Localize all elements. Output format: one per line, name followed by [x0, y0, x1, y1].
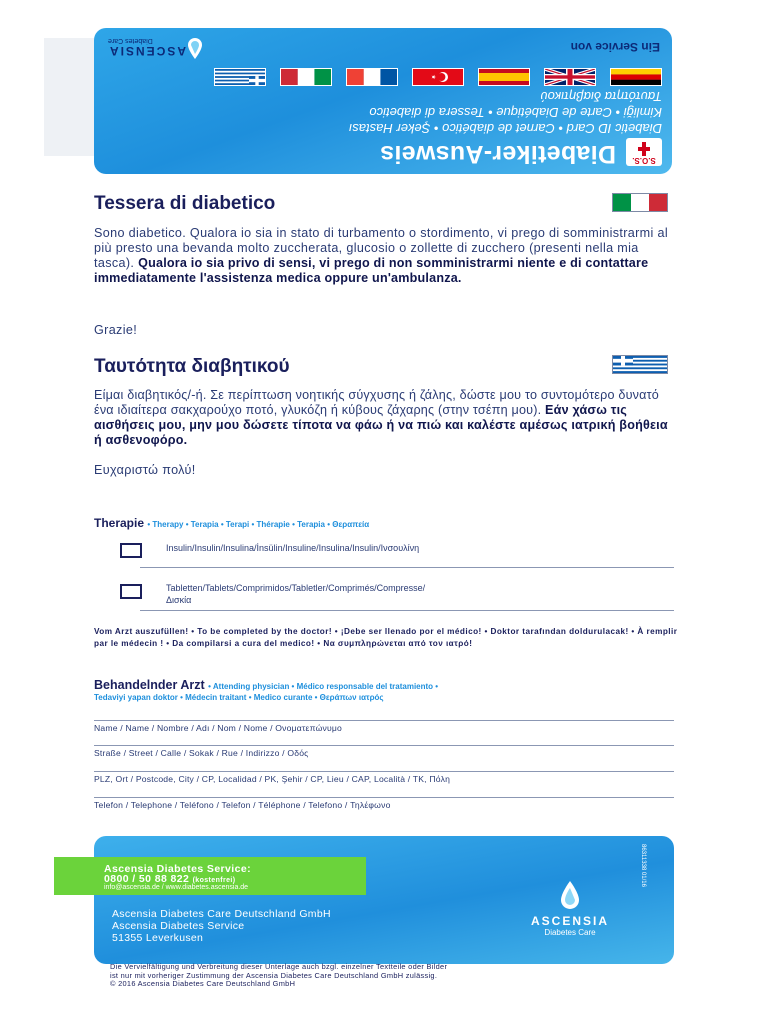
- address-line-1: Ascensia Diabetes Care Deutschland GmbH: [112, 908, 331, 920]
- legal-line-2: ist nur mit vorheriger Zustimmung der Ascensia Diabetes Care Deutschland GmbH zulässig.: [110, 970, 438, 980]
- italian-bold: Qualora io sia privo di sensi, vi prego di non somministrarmi niente e di contattare immediatamente l'assistenza medica oppure un'ambulanza.: [94, 256, 649, 285]
- france-flag-icon: [346, 68, 398, 86]
- service-contact-box: [54, 857, 366, 895]
- city-field[interactable]: PLZ, Ort / Postcode, City / CP, Localidad / PK, Şehir / CP, Lieu / CAP, Località / TK, Πόλη: [94, 774, 451, 784]
- flag-row: [214, 68, 662, 86]
- card-title: Diabetiker-Ausweis: [379, 140, 616, 168]
- phone-field[interactable]: Telefon / Telephone / Teléfono / Telefon / Téléphone / Telefono / Τηλέφωνο: [94, 800, 391, 810]
- italian-title: Tessera di diabetico: [94, 193, 276, 214]
- greece-flag-icon: [214, 68, 266, 86]
- italian-body: Sono diabetico. Qualora io sia in stato di turbamento o stordimento, vi prego di somministrarmi al più presto una bevanda molto zuccherata, glucosio o zollette di zucchero (presenti nella mia tasca).: [94, 226, 668, 270]
- ascensia-drop-icon: [558, 880, 582, 912]
- doctor-header: [94, 678, 438, 692]
- greek-body: Είμαι διαβητικός/-ή. Σε περίπτωση νοητικής σύγχυσης ή ζάλης, δώστε μου το συντομότερο δυνατό ένα ιδιαίτερα σακχαρούχο ποτό, γλυκόζη ή κύβους ζάχαρης (στην τσέπη μου).: [94, 388, 660, 417]
- italy-flag-icon: [280, 68, 332, 86]
- street-field[interactable]: Straße / Street / Calle / Sokak / Rue / Indirizzo / Οδός: [94, 748, 309, 758]
- doctor-note: Vom Arzt auszufüllen! • To be completed by the doctor! • ¡Debe ser llenado por el médico! • Doktor tarafından doldurulacak! • À remplir par le médecin ! • Da compilarsi a cura del medico! • Να συμπληρώνεται από τον ιατρό!: [94, 627, 678, 648]
- ascensia-drop-icon: [186, 36, 204, 60]
- brand-subtitle: Diabetes Care: [544, 928, 596, 937]
- greek-thanks: Ευχαριστώ πολύ!: [94, 463, 196, 477]
- doctor-subtitle-2: Tedaviyi yapan doktor • Médecin traitant • Medico curante • Θεράπων ιατρός: [94, 693, 384, 702]
- therapy-title: Therapie: [94, 516, 145, 530]
- insulin-checkbox[interactable]: [120, 543, 142, 558]
- city-line: [94, 771, 674, 772]
- doctor-subtitle-1: • Attending physician • Médico responsable del tratamiento •: [208, 682, 439, 691]
- company-address: [112, 908, 331, 944]
- italian-thanks: Grazie!: [94, 323, 138, 337]
- red-cross-icon: [638, 142, 650, 156]
- id-card-front: [94, 28, 672, 174]
- service-contact: info@ascensia.de / www.diabetes.ascensia.de: [104, 884, 249, 891]
- address-line-2: Ascensia Diabetes Service: [112, 920, 245, 932]
- greek-bold: Εάν χάσω τις αισθήσεις μου, μην μου δώσετε τίποτα να φάω ή να πιώ και καλέστε αμέσως ιατρική βοήθεια ή ασθενοφόρο.: [94, 403, 668, 447]
- service-title: Ascensia Diabetes Service:: [104, 863, 251, 875]
- card-subtitle-3: Ταυτότητα διαβητικού: [540, 89, 662, 104]
- greek-title: Ταυτότητα διαβητικού: [94, 356, 290, 377]
- tablets-label-greek: Δισκία: [166, 595, 192, 605]
- insulin-line: [140, 567, 674, 568]
- street-line: [94, 745, 674, 746]
- italy-flag-icon: [612, 193, 668, 212]
- brand-subtitle: Diabetes Care: [108, 37, 153, 44]
- card-subtitle-2: Kimliği • Carte de Diabétique • Tessera di diabetico: [369, 105, 662, 120]
- greek-text: [94, 388, 679, 448]
- sos-badge: [626, 138, 662, 166]
- tear-off-tab: [44, 38, 100, 156]
- turkey-flag-icon: [412, 68, 464, 86]
- italian-text: [94, 226, 679, 286]
- therapy-header: [94, 516, 369, 530]
- uk-flag-icon: [544, 68, 596, 86]
- phone-line: [94, 797, 674, 798]
- name-line: [94, 720, 674, 721]
- legal-line-1: Die Vervielfältigung und Verbreitung dieser Unterlage auch bzgl. einzelner Textteile oder Bilder: [110, 962, 448, 971]
- brand-name: ASCENSIA: [108, 44, 187, 58]
- brand-name: ASCENSIA: [530, 914, 609, 928]
- spain-flag-icon: [478, 68, 530, 86]
- tablets-line: [140, 610, 674, 611]
- service-by-label: Ein Service von: [570, 40, 660, 54]
- service-phone: 0800 / 50 88 822: [104, 873, 190, 885]
- germany-flag-icon: [610, 68, 662, 86]
- document-code: 86311338 01/16: [640, 844, 646, 887]
- therapy-subtitle: • Therapy • Terapia • Terapi • Thérapie • Terapia • Θεραπεία: [147, 520, 370, 529]
- insulin-label: Insulin/Insulin/Insulina/İnsülin/Insuline/Insulina/Insulin/Ινσουλίνη: [166, 543, 420, 553]
- doctor-title: Behandelnder Arzt: [94, 678, 205, 692]
- legal-line-3: © 2016 Ascensia Diabetes Care Deutschland GmbH: [110, 979, 296, 989]
- legal-notice: [110, 963, 447, 989]
- card-subtitle-1: Diabetic ID Card • Carnet de diabético • Şeker Hastası: [348, 121, 662, 136]
- service-phone-hint: (kostenfrei): [192, 877, 236, 884]
- ascensia-logo: [108, 34, 218, 60]
- name-field[interactable]: Name / Name / Nombre / Adı / Nom / Nome / Ονοματεπώνυμο: [94, 723, 343, 733]
- tablets-checkbox[interactable]: [120, 584, 142, 599]
- tablets-label: Tabletten/Tablets/Comprimidos/Tabletler/Comprimés/Compresse/: [166, 583, 426, 593]
- sos-label: S.O.S.: [632, 156, 656, 165]
- greece-flag-icon: [612, 355, 668, 374]
- address-line-3: 51355 Leverkusen: [112, 932, 204, 944]
- ascensia-logo-bottom: [500, 880, 640, 944]
